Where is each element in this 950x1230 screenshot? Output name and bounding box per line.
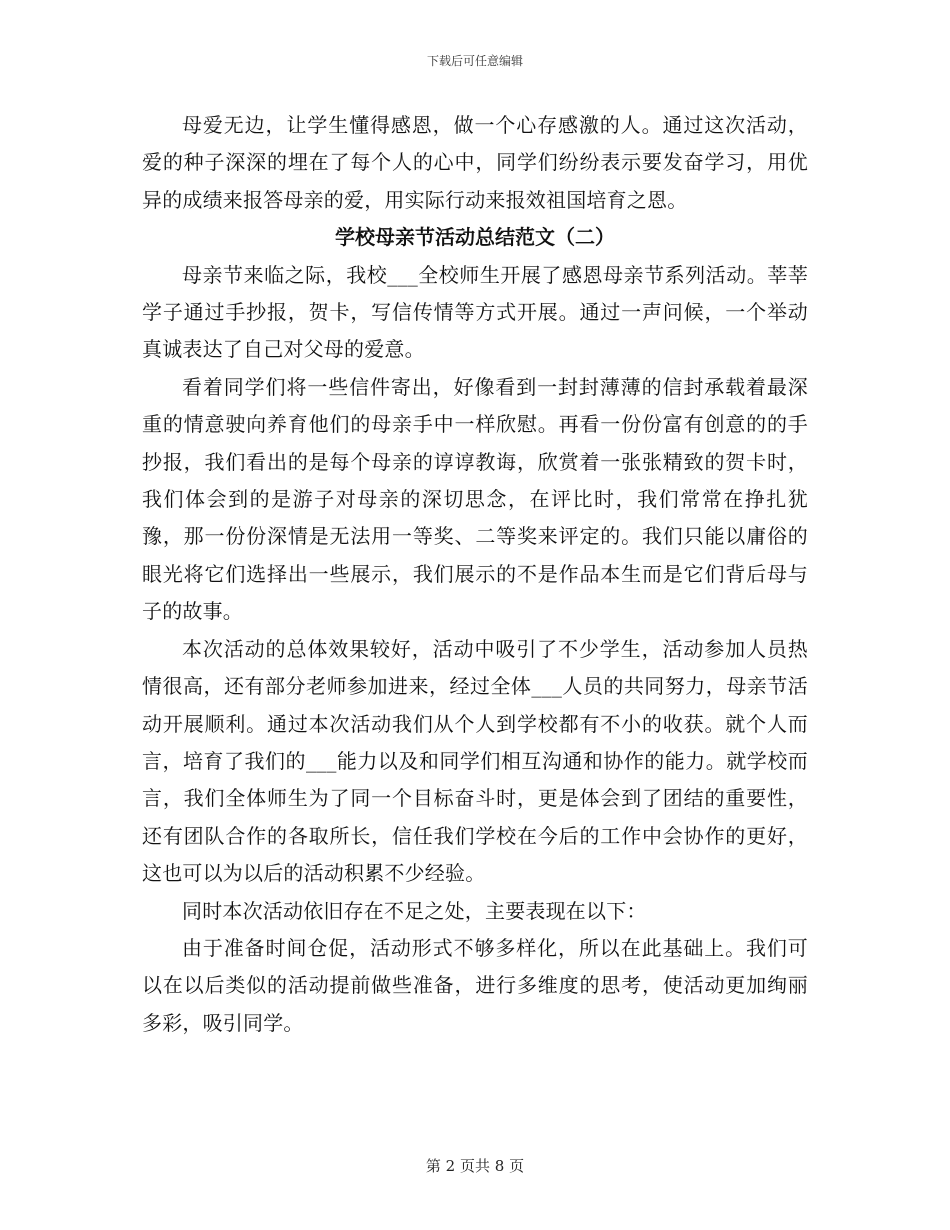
paragraph-1: 母亲节来临之际，我校___全校师生开展了感恩母亲节系列活动。莘莘学子通过手抄报，贺卡，写信传情等方式开展。通过一声问候，一个举动真诚表达了自己对父母的爱意。 [142, 262, 808, 362]
paragraph-4: 同时本次活动依旧存在不足之处，主要表现在以下： [182, 898, 647, 923]
paragraph-2: 看着同学们将一些信件寄出，好像看到一封封薄薄的信封承载着最深重的情意驶向养育他们的母亲手中一样欣慰。再看一份份富有创意的的手抄报，我们看出的是每个母亲的谆谆教诲，欣赏着一张张精致的贺卡时，我们体会到的是游子对母亲的深切思念，在评比时，我们常常在挣扎犹豫，那一份份深情是无法用一等奖、二等奖来评定的。我们只能以庸俗的眼光将它们选择出一些展示，我们展示的不是作品本生而是它们背后母与子的故事。 [142, 374, 808, 624]
page-footer: 第 2 页共 8 页 [425, 1157, 525, 1175]
paragraph-intro: 母爱无边，让学生懂得感恩，做一个心存感激的人。通过这次活动，爱的种子深深的埋在了每个人的心中，同学们纷纷表示要发奋学习，用优异的成绩来报答母亲的爱，用实际行动来报效祖国培育之恩。 [142, 113, 808, 212]
document-body [142, 107, 808, 1042]
page-header: 下载后可任意编辑 [426, 54, 523, 68]
section-title: 学校母亲节活动总结范文（二） [335, 225, 615, 250]
paragraph-5: 由于准备时间仓促，活动形式不够多样化，所以在此基础上。我们可以在以后类似的活动提前做些准备，进行多维度的思考，使活动更加绚丽多彩，吸引同学。 [142, 935, 808, 1035]
paragraph-3: 本次活动的总体效果较好，活动中吸引了不少学生，活动参加人员热情很高，还有部分老师参加进来，经过全体___人员的共同努力，母亲节活动开展顺利。通过本次活动我们从个人到学校都有不小的收获。就个人而言，培育了我们的___能力以及和同学们相互沟通和协作的能力。就学校而言，我们全体师生为了同一个目标奋斗时，更是体会到了团结的重要性，还有团队合作的各取所长，信任我们学校在今后的工作中会协作的更好，这也可以为以后的活动积累不少经验。 [142, 636, 808, 886]
